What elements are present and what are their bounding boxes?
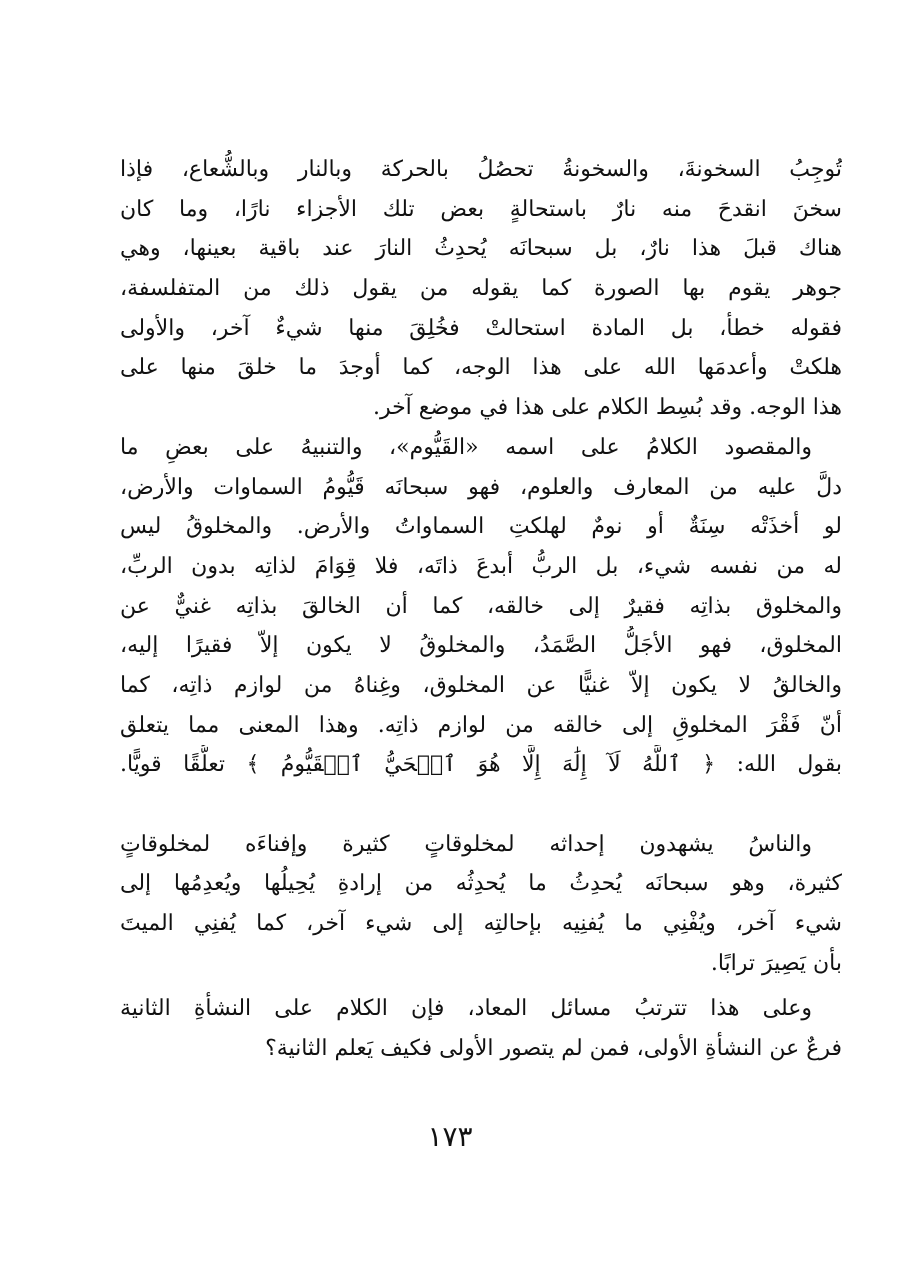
text-line: هناك قبلَ هذا نارٌ، بل سبحانَه يُحدِثُ النارَ عند باقية بعينها، وهي (120, 236, 842, 262)
text-line: والمقصود الكلامُ على اسمه «القَيُّوم»، والتنبيهُ على بعضِ ما (120, 434, 812, 460)
text-line: والمخلوق بذاتِه فقيرٌ إلى خالقه، كما أن الخالقَ بذاتِه غنيٌّ عن (120, 593, 842, 619)
text-line: سخنَ انقدحَ منه نارٌ باستحالةٍ بعض تلك الأجزاء نارًا، وما كان (120, 196, 842, 222)
paragraph (120, 989, 842, 1068)
text-line: دلَّ عليه من المعارف والعلوم، فهو سبحانَه قَيُّومُ السماوات والأرض، (120, 474, 842, 500)
text-line: لو أخذَتْه سِنَةٌ أو نومٌ لهلكتِ السماواتُ والأرض. والمخلوقُ ليس (120, 514, 842, 540)
text-line: والخالقُ لا يكون إلاّ غنيًّا عن المخلوق، وغِناهُ من لوازم ذاتِه، كما (120, 672, 842, 698)
verse-quote-line (120, 785, 842, 825)
paragraph (120, 428, 842, 825)
text-line: هذا الوجه. وقد بُسِط الكلام على هذا في موضع آخر. (372, 395, 842, 421)
text-line: فرعٌ عن النشأةِ الأولى، فمن لم يتصور الأولى فكيف يَعلم الثانية؟ (265, 1036, 842, 1062)
text-line: والناسُ يشهدون إحداثه لمخلوقاتٍ كثيرة وإفناءَه لمخلوقاتٍ (120, 831, 812, 857)
page-number: ١٧٣ (427, 1120, 473, 1153)
text-line: بأن يَصِيرَ ترابًا. (710, 950, 842, 976)
text-line: وعلى هذا تترتبُ مسائل المعاد، فإن الكلام على النشأةِ الثانية (120, 996, 812, 1022)
text-line: تُوجِبُ السخونةَ، والسخونةُ تحصُلُ بالحركة وبالنار وبالشُّعاع، فإذا (120, 157, 842, 182)
text-line: أنّ فَقْرَ المخلوقِ إلى خالقه من لوازم ذاتِه. وهذا المعنى مما يتعلق (120, 712, 842, 738)
paragraph (120, 825, 842, 984)
text-line: شيء آخر، ويُفْنِي ما يُفنِيه بإحالتِه إلى شيء آخر، كما يُفنِي الميتَ (120, 911, 842, 937)
text-line: له من نفسه شيء، بل الربُّ أبدعَ ذاتَه، فلا قِوَامَ لذاتِه بدون الربِّ، (120, 553, 842, 579)
paragraph (120, 150, 842, 428)
body-text (120, 150, 842, 1069)
text-line: فقوله خطأ، بل المادة استحالتْ فخُلِقَ منها شيءٌ آخر، والأولى (120, 315, 842, 341)
text-line: كثيرة، وهو سبحانَه يُحدِثُ ما يُحدِثُه من إرادةِ يُحِيلُها ويُعدِمُها إلى (120, 871, 842, 897)
text-line: جوهر يقوم بها الصورة كما يقوله من يقول ذلك من المتفلسفة، (120, 276, 842, 302)
text-line: بقول الله: ﴿ ٱللَّهُ لَآ إِلَٰهَ إِلَّا هُوَ ٱلۡحَيُّ ٱلۡقَيُّومُ ﴾ تعلُّقًا قويًّا. (120, 752, 842, 778)
text-line: هلكتْ وأعدمَها الله على هذا الوجه، كما أوجدَ ما خلقَ منها على (120, 355, 842, 381)
text-line: المخلوق، فهو الأجَلُّ الصَّمَدُ، والمخلوقُ لا يكون إلاّ فقيرًا إليه، (120, 633, 842, 659)
